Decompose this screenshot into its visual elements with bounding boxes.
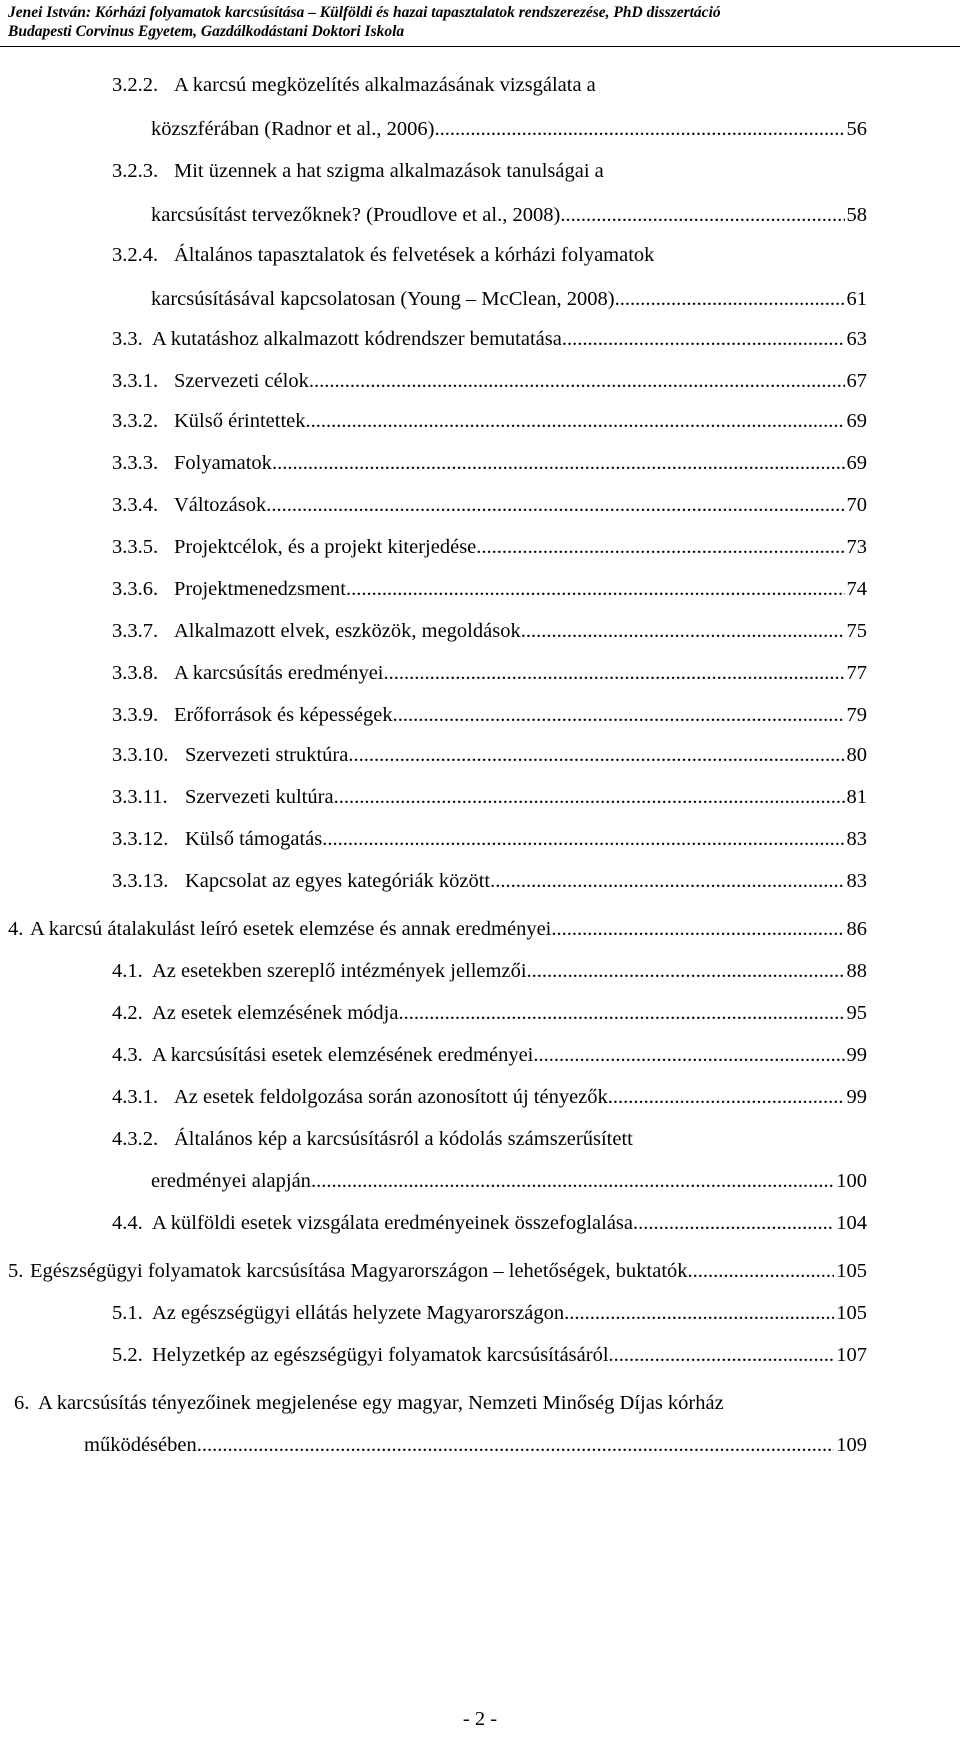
- toc-title: Szervezeti kultúra: [185, 786, 334, 808]
- toc-entry-3-2-4-cont[interactable]: [151, 286, 867, 312]
- toc-number: 4.3.1.: [112, 1086, 159, 1108]
- toc-title: Alkalmazott elvek, eszközök, megoldások: [174, 620, 521, 642]
- toc-number: 4.1.: [112, 960, 143, 982]
- toc-title: Helyzetkép az egészségügyi folyamatok karcsúsításáról: [152, 1344, 609, 1366]
- toc-number: 5.2.: [112, 1344, 143, 1366]
- toc-title: Szervezeti struktúra: [185, 744, 349, 766]
- toc-number: 3.3.6.: [112, 578, 159, 600]
- toc-page-number: 56: [846, 118, 867, 140]
- toc-title: A karcsúsítási esetek elemzésének eredményei: [152, 1044, 534, 1066]
- toc-leader-dots: [533, 1042, 844, 1068]
- toc-number: 4.3.: [112, 1044, 143, 1066]
- toc-number: 3.3.2.: [112, 410, 159, 432]
- toc-number: 3.3.12.: [112, 828, 169, 850]
- toc-entry-4-3-2-cont[interactable]: [151, 1168, 867, 1194]
- toc-title-continuation: közszférában (Radnor et al., 2006): [151, 118, 435, 140]
- toc-number: 3.3.: [112, 328, 143, 350]
- toc-entry-4-2[interactable]: [112, 1000, 867, 1026]
- toc-page-number: 95: [846, 1002, 867, 1024]
- toc-entry-3-2-3[interactable]: [112, 158, 604, 184]
- toc-page-number: 99: [846, 1086, 867, 1108]
- toc-page-number: 107: [836, 1344, 867, 1366]
- toc-leader-dots: [527, 958, 845, 984]
- toc-title: Szervezeti célok: [174, 370, 309, 392]
- toc-leader-dots: [564, 1300, 834, 1326]
- header-rule: [0, 46, 960, 47]
- toc-number: 3.3.5.: [112, 536, 159, 558]
- toc-number: 3.2.3.: [112, 160, 159, 182]
- toc-leader-dots: [609, 1342, 835, 1368]
- toc-page-number: 100: [836, 1170, 867, 1192]
- toc-title-continuation: működésében: [84, 1434, 197, 1456]
- toc-title: A karcsúsítás tényezőinek megjelenése egy magyar, Nemzeti Minőség Díjas kórház: [38, 1392, 724, 1414]
- toc-page-number: 70: [846, 494, 867, 516]
- toc-entry-3-3-11[interactable]: [112, 784, 867, 810]
- toc-page-number: 81: [846, 786, 867, 808]
- toc-page-number: 79: [846, 704, 867, 726]
- toc-page-number: 63: [846, 328, 867, 350]
- toc-leader-dots: [562, 326, 845, 352]
- toc-title: A karcsú átalakulást leíró esetek elemzése és annak eredményei: [30, 918, 552, 940]
- toc-leader-dots: [615, 286, 845, 312]
- toc-entry-3-3-8[interactable]: [112, 660, 867, 686]
- toc-leader-dots: [393, 702, 845, 728]
- toc-page-number: 73: [846, 536, 867, 558]
- toc-page-number: 58: [846, 204, 867, 226]
- toc-number: 3.2.4.: [112, 244, 159, 266]
- toc-title: Az esetek elemzésének módja: [152, 1002, 399, 1024]
- toc-leader-dots: [197, 1432, 835, 1458]
- toc-number: 4.3.2.: [112, 1128, 159, 1150]
- toc-entry-3-2-2[interactable]: [112, 72, 596, 98]
- toc-page-number: 69: [846, 410, 867, 432]
- toc-title-continuation: karcsúsításával kapcsolatosan (Young – McClean, 2008): [151, 288, 615, 310]
- toc-entry-5-1[interactable]: [112, 1300, 867, 1326]
- toc-title: A karcsú megközelítés alkalmazásának vizsgálata a: [174, 74, 596, 96]
- toc-leader-dots: [521, 618, 845, 644]
- toc-entry-3-3-3[interactable]: [112, 450, 867, 476]
- toc-leader-dots: [383, 660, 844, 686]
- toc-title: Külső érintettek: [174, 410, 306, 432]
- toc-number: 4.: [8, 918, 24, 940]
- toc-page-number: 104: [836, 1212, 867, 1234]
- toc-page-number: 69: [846, 452, 867, 474]
- toc-leader-dots: [311, 1168, 834, 1194]
- toc-title: Mit üzennek a hat szigma alkalmazások tanulságai a: [174, 160, 604, 182]
- toc-title: Kapcsolat az egyes kategóriák között: [185, 870, 491, 892]
- toc-title: Projektmenedzsment: [174, 578, 346, 600]
- toc-leader-dots: [398, 1000, 844, 1026]
- toc-leader-dots: [434, 116, 844, 142]
- toc-leader-dots: [490, 868, 844, 894]
- toc-leader-dots: [334, 784, 845, 810]
- toc-entry-4-3[interactable]: [112, 1042, 867, 1068]
- toc-page-number: 105: [836, 1302, 867, 1324]
- toc-entry-3-3-7[interactable]: [112, 618, 867, 644]
- toc-number: 6.: [14, 1392, 30, 1414]
- toc-number: 3.3.13.: [112, 870, 169, 892]
- toc-page-number: 61: [846, 288, 867, 310]
- toc-entry-6[interactable]: [14, 1390, 724, 1416]
- toc-leader-dots: [322, 826, 844, 852]
- toc-entry-4-3-2[interactable]: [112, 1126, 633, 1152]
- toc-entry-3-3[interactable]: [112, 326, 867, 352]
- toc-number: 4.2.: [112, 1002, 143, 1024]
- toc-entry-5[interactable]: [8, 1258, 867, 1284]
- toc-page-number: 99: [846, 1044, 867, 1066]
- toc-title: Változások: [174, 494, 267, 516]
- toc-leader-dots: [693, 1258, 835, 1284]
- toc-number: 3.3.3.: [112, 452, 159, 474]
- toc-leader-dots: [348, 742, 844, 768]
- toc-entry-3-3-6[interactable]: [112, 576, 867, 602]
- toc-page-number: 83: [846, 870, 867, 892]
- toc-entry-4-3-1[interactable]: [112, 1084, 867, 1110]
- toc-page-number: 80: [846, 744, 867, 766]
- toc-number: 4.4.: [112, 1212, 143, 1234]
- toc-entry-3-3-5[interactable]: [112, 534, 867, 560]
- toc-leader-dots: [266, 492, 844, 518]
- toc-leader-dots: [306, 408, 845, 434]
- toc-entry-3-3-4[interactable]: [112, 492, 867, 518]
- toc-title: A kutatáshoz alkalmazott kódrendszer bemutatása: [152, 328, 562, 350]
- document-header: [8, 3, 958, 41]
- toc-title: Erőforrások és képességek: [174, 704, 393, 726]
- toc-number: 5.1.: [112, 1302, 143, 1324]
- toc-number: 3.3.1.: [112, 370, 159, 392]
- toc-entry-3-3-13[interactable]: [112, 868, 867, 894]
- toc-leader-dots: [309, 368, 845, 394]
- toc-entry-3-3-10[interactable]: [112, 742, 867, 768]
- toc-leader-dots: [560, 202, 844, 228]
- toc-title-continuation: karcsúsítást tervezőknek? (Proudlove et al., 2008): [151, 204, 561, 226]
- toc-title: Az egészségügyi ellátás helyzete Magyarországon: [152, 1302, 565, 1324]
- toc-number: 3.3.7.: [112, 620, 159, 642]
- toc-number: 3.3.9.: [112, 704, 159, 726]
- toc-entry-4[interactable]: [8, 916, 867, 942]
- toc-leader-dots: [272, 450, 845, 476]
- toc-page-number: 109: [836, 1434, 867, 1456]
- toc-title: Folyamatok: [174, 452, 272, 474]
- header-line-2: Budapesti Corvinus Egyetem, Gazdálkodástani Doktori Iskola: [8, 23, 405, 40]
- toc-title: Egészségügyi folyamatok karcsúsítása Magyarországon – lehetőségek, buktatók.: [30, 1260, 693, 1282]
- toc-entry-4-4[interactable]: [112, 1210, 867, 1236]
- toc-page-number: 74: [846, 578, 867, 600]
- toc-number: 5.: [8, 1260, 24, 1282]
- toc-number: 3.3.11.: [112, 786, 168, 808]
- toc-entry-3-3-2[interactable]: [112, 408, 867, 434]
- page-number-footer: - 2 -: [462, 1708, 498, 1730]
- toc-number: 3.3.8.: [112, 662, 159, 684]
- toc-page-number: 83: [846, 828, 867, 850]
- toc-entry-3-2-3-cont[interactable]: [151, 202, 867, 228]
- toc-entry-3-3-1[interactable]: [112, 368, 867, 394]
- toc-page-number: 67: [846, 370, 867, 392]
- toc-entry-3-2-4[interactable]: [112, 242, 654, 268]
- toc-number: 3.3.4.: [112, 494, 159, 516]
- toc-entry-4-1[interactable]: [112, 958, 867, 984]
- toc-title: Projektcélok, és a projekt kiterjedése: [174, 536, 477, 558]
- toc-entry-3-3-12[interactable]: [112, 826, 867, 852]
- toc-entry-5-2[interactable]: [112, 1342, 867, 1368]
- toc-entry-6-cont[interactable]: [84, 1432, 867, 1458]
- toc-leader-dots: [633, 1210, 834, 1236]
- toc-entry-3-3-9[interactable]: [112, 702, 867, 728]
- toc-title: Általános kép a karcsúsításról a kódolás számszerűsített: [174, 1128, 633, 1150]
- toc-leader-dots: [608, 1084, 845, 1110]
- toc-number: 3.3.10.: [112, 744, 169, 766]
- toc-title: A külföldi esetek vizsgálata eredményeinek összefoglalása: [152, 1212, 633, 1234]
- toc-leader-dots: [346, 576, 845, 602]
- toc-leader-dots: [551, 916, 844, 942]
- toc-number: 3.2.2.: [112, 74, 159, 96]
- toc-leader-dots: [476, 534, 844, 560]
- toc-title: Az esetekben szereplő intézmények jellemzői: [152, 960, 527, 982]
- toc-page-number: 105: [836, 1260, 867, 1282]
- toc-title: A karcsúsítás eredményei: [174, 662, 384, 684]
- toc-page-number: 75: [846, 620, 867, 642]
- toc-title: Általános tapasztalatok és felvetések a kórházi folyamatok: [174, 244, 655, 266]
- toc-title: Külső támogatás: [185, 828, 323, 850]
- toc-title-continuation: eredményei alapján: [151, 1170, 311, 1192]
- toc-title: Az esetek feldolgozása során azonosított új tényezők: [174, 1086, 608, 1108]
- toc-page-number: 86: [846, 918, 867, 940]
- toc-page-number: 77: [846, 662, 867, 684]
- toc-entry-3-2-2-cont[interactable]: [151, 116, 867, 142]
- toc-page-number: 88: [846, 960, 867, 982]
- header-line-1: Jenei István: Kórházi folyamatok karcsúsítása – Külföldi és hazai tapasztalatok rendszerezése, PhD disszertáció: [8, 4, 721, 21]
